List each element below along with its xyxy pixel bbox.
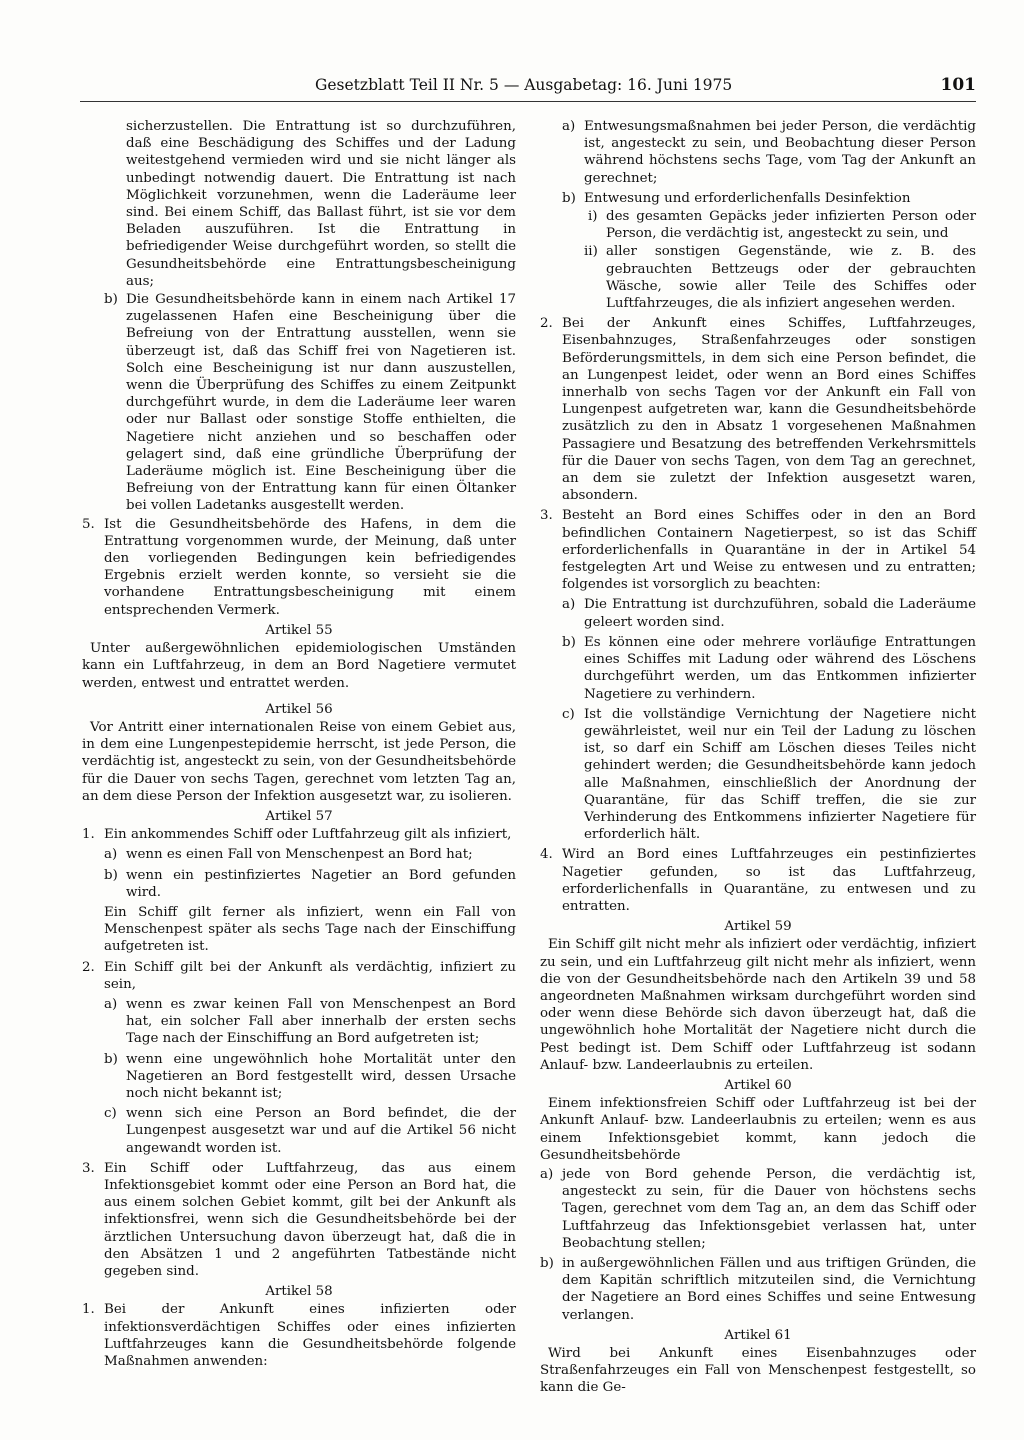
article-heading-58: Artikel 58 [265, 1284, 333, 1300]
list-item-text: Es können eine oder mehrere vorläufige Entrattungen eines Schiffes mit Ladung oder während des Löschens durchgeführt werden, um das Entkommen infizierter Nagetiere zu verhindern. [584, 634, 976, 702]
list-item-57-2b [82, 1051, 516, 1103]
list-item-text: wenn es zwar keinen Fall von Menschenpest an Bord hat, ein solcher Fall aber innerhalb der ersten sechs Tage nach der Einschiffung an Bord aufgetreten ist; [126, 996, 516, 1047]
list-item-5 [82, 516, 516, 619]
list-item-text: des gesamten Gepäcks jeder infizierten Person oder Person, die verdächtig ist, angesteckt zu sein, und [606, 209, 976, 242]
list-marker: b) [562, 190, 576, 206]
list-marker: c) [104, 1106, 117, 1122]
list-item-58-1b-ii [540, 243, 976, 312]
article-61-text: Wird bei Ankunft eines Eisenbahnzuges oder Straßenfahrzeuges ein Fall von Menschenpest festgestellt, so kann die Ge- [540, 1346, 976, 1396]
list-item-text: Ein Schiff gilt bei der Ankunft als verdächtig, infiziert zu sein, [104, 959, 516, 992]
list-item-text: Ist die Gesundheitsbehörde des Hafens, in dem die Entrattung vorgenommen wurde, der Meinung, daß unter den vorliegenden Bedingungen kein befriedigendes Ergebnis erzielt werden konnte, so versieht sie die vorhandene Entrattungsbescheinigung mit einem entsprechenden Vermerk. [104, 516, 516, 618]
list-item-text: wenn ein pestinfiziertes Nagetier an Bord gefunden wird. [126, 867, 516, 900]
list-item-58-3c [540, 706, 976, 844]
list-marker: a) [540, 1166, 554, 1182]
list-item-text: Entwesung und erforderlichenfalls Desinfektion [584, 190, 911, 206]
list-item-text: Ein ankommendes Schiff oder Luftfahrzeug gilt als infiziert, [104, 827, 512, 843]
list-item-58-1b-i [540, 208, 976, 242]
page-number: 101 [940, 75, 976, 95]
list-marker: 3. [82, 1160, 95, 1176]
list-item-60-b [540, 1255, 976, 1324]
list-item-57-2a [82, 996, 516, 1048]
list-item-58-1 [82, 1301, 516, 1370]
list-item-57-1b [82, 867, 516, 901]
article-59-text: Ein Schiff gilt nicht mehr als infiziert oder verdächtig, infiziert zu sein, und ein Luftfahrzeug gilt nicht mehr als infiziert, wenn die von der Gesundheitsbehörde nach den Artikeln 39 und 58 angeordneten Maßnahmen wirksam durchgeführt worden sind oder wenn diese Behörde sich davon überzeugt hat, daß die ungewöhnlich hohe Mortalität der Nagetiere nicht durch die Pest bedingt ist. Dem Schiff oder Luftfahrzeug ist sodann Anlauf- bzw. Landeerlaubnis zu erteilen. [540, 937, 976, 1073]
list-marker: c) [562, 706, 575, 722]
list-marker: a) [104, 847, 118, 863]
right-column [540, 118, 976, 1397]
article-55-text: Unter außergewöhnlichen epidemiologischen Umständen kann ein Luftfahrzeug, in dem an Bord Nagetiere vermutet werden, entwest und entrattet werden. [82, 641, 516, 691]
list-item-57-2c [82, 1105, 516, 1157]
list-marker: 2. [82, 959, 95, 975]
list-item-text: Die Entrattung ist durchzuführen, sobald die Laderäume geleert worden sind. [584, 597, 976, 630]
list-marker: ii) [584, 244, 598, 260]
list-marker: a) [562, 119, 576, 134]
list-marker: 4. [540, 847, 553, 863]
list-item-58-3 [540, 507, 976, 593]
list-item-text: Besteht an Bord eines Schiffes oder in den an Bord befindlichen Containern Nagetierpest, so ist das Schiff erforderlichenfalls in Quarantäne in der in Artikel 54 festgelegten Art und Weise zu entwesen und zu entratten; folgendes ist vorsorglich zu beachten: [562, 508, 976, 593]
list-item-58-3b [540, 634, 976, 703]
list-item-text: Entwesungsmaßnahmen bei jeder Person, die verdächtig ist, angesteckt zu sein, und Beobachtung dieser Person während höchstens sechs Tage, vom Tag der Ankunft an gerechnet; [584, 119, 976, 186]
article-heading-55: Artikel 55 [265, 622, 333, 638]
list-marker: 3. [540, 508, 553, 524]
article-heading-57: Artikel 57 [265, 808, 333, 824]
article-56-text: Vor Antritt einer internationalen Reise von einem Gebiet aus, in dem eine Lungenpestepidemie herrscht, ist jede Person, die verdächtig ist, angesteckt zu sein, von der Gesundheitsbehörde für die Dauer von sechs Tagen, gerechnet vom letzten Tag an, an dem diese Person der Infektion ausgesetzt war, zu isolieren. [82, 719, 516, 804]
list-item-text: Die Gesundheitsbehörde kann in einem nach Artikel 17 zugelassenen Hafen eine Bescheinigung über die Befreiung von der Entrattung ausstellen, wenn sie überzeugt ist, daß das Schiff frei von Nagetieren ist. Solch eine Bescheinigung ist nur dann auszustellen, wenn die Überprüfung des Schiffes zu einem Zeitpunkt durchgeführt wurde, in dem die Laderäume leer waren oder nur Ballast oder sonstige Stoffe enthielten, die Nagetiere nicht anziehen und so beschaffen oder gelagert sind, daß eine gründliche Überprüfung der Laderäume möglich ist. Eine Bescheinigung über die Befreiung von der Entrattung kann für einen Öltanker bei vollen Ladetanks ausgestellt werden. [126, 292, 516, 514]
list-item-text: Ein Schiff oder Luftfahrzeug, das aus einem Infektionsgebiet kommt oder eine Person an Bord hat, die aus einem solchen Gebiet kommt, gilt bei der Ankunft als infektionsfrei, wenn sich die Gesundheitsbehörde bei der ärztlichen Untersuchung davon überzeugt hat, daß die in den Absätzen 1 und 2 angeführten Tatbestände nicht gegeben sind. [104, 1160, 516, 1279]
list-marker: 1. [82, 827, 95, 843]
header-title: Gesetzblatt Teil II Nr. 5 — Ausgabetag: 16. Juni 1975 [315, 76, 733, 94]
list-marker: b) [104, 867, 118, 883]
left-column [82, 118, 516, 1371]
article-heading-61: Artikel 61 [724, 1327, 792, 1343]
list-item-58-3a [540, 596, 976, 630]
header-rule [80, 101, 976, 102]
list-marker: b) [104, 292, 118, 308]
list-item-58-1b [540, 190, 976, 207]
article-57-1-continuation: Ein Schiff gilt ferner als infiziert, wenn ein Fall von Menschenpest später als sechs Tage nach der Einschiffung aufgetreten ist. [104, 904, 516, 955]
list-marker: b) [104, 1051, 118, 1067]
list-marker: i) [588, 209, 598, 225]
list-marker: 1. [82, 1302, 95, 1318]
running-header [80, 76, 976, 100]
list-item-text: wenn es einen Fall von Menschenpest an Bord hat; [126, 847, 473, 863]
list-item-text: wenn sich eine Person an Bord befindet, die der Lungenpest ausgesetzt war und auf die Artikel 56 nicht angewandt worden ist. [126, 1106, 516, 1156]
list-item-58-2 [540, 315, 976, 504]
list-marker: a) [104, 996, 118, 1012]
list-item-57-3 [82, 1160, 516, 1280]
article-60-text: Einem infektionsfreien Schiff oder Luftfahrzeug ist bei der Ankunft Anlauf- bzw. Landeerlaubnis zu erteilen; wenn es aus einem Infektionsgebiet kommt, kann jedoch die Gesundheitsbehörde [540, 1096, 976, 1163]
list-item-b [82, 291, 516, 515]
list-item-text: Bei der Ankunft eines infizierten oder infektionsverdächtigen Schiffes oder eines infizierten Luftfahrzeuges kann die Gesundheitsbehörde folgende Maßnahmen anwenden: [104, 1302, 516, 1370]
list-item-text: wenn eine ungewöhnlich hohe Mortalität unter den Nagetieren an Bord festgestellt wird, dessen Ursache noch nicht bekannt ist; [126, 1051, 516, 1101]
list-item-57-2 [82, 959, 516, 993]
list-item-text: Bei der Ankunft eines Schiffes, Luftfahrzeuges, Eisenbahnzuges, Straßenfahrzeuges oder sonstigen Beförderungsmittels, in dem sich eine Person befindet, die an Lungenpest leidet, oder wenn an Bord eines Schiffes innerhalb von sechs Tagen vor der Ankunft ein Fall von Lungenpest aufgetreten war, kann die Gesundheitsbehörde zusätzlich zu den in Absatz 1 vorgesehenen Maßnahmen Passagiere und Besatzung des betreffenden Verkehrsmittels für die Dauer von sechs Tagen, von dem Tag an gerechnet, an dem sie zuletzt der Infektion ausgesetzt waren, absondern. [562, 316, 976, 504]
article-heading-59: Artikel 59 [724, 919, 792, 935]
list-item-57-1a [82, 846, 516, 863]
paragraph-continuation: sicherzustellen. Die Entrattung ist so durchzuführen, daß eine Beschädigung des Schiffes und der Ladung weitestgehend vermieden wird und sie nicht länger als unbedingt notwendig dauert. Die Entrattung ist nach Möglichkeit vorzunehmen, wenn die Laderäume leer sind. Bei einem Schiff, das Ballast führt, ist sie vor dem Beladen auszuführen. Ist die Entrattung in befriedigender Weise durchgeführt worden, so stellt die Gesundheitsbehörde eine Entrattungsbescheinigung aus; [126, 119, 516, 289]
list-marker: 2. [540, 316, 553, 332]
list-item-60-a [540, 1166, 976, 1252]
list-item-57-1 [82, 826, 516, 843]
list-item-text: in außergewöhnlichen Fällen und aus triftigen Gründen, die dem Kapitän schriftlich mitzuteilen sind, die Vernichtung der Nagetiere an Bord eines Schiffes und seine Entwesung verlangen. [562, 1256, 976, 1323]
list-item-text: jede von Bord gehende Person, die verdächtig ist, angesteckt zu sein, für die Dauer von höchstens sechs Tagen, gerechnet vom dem Tag an, an dem das Schiff oder Luftfahrzeug das Infektionsgebiet verlassen hat, unter Beobachtung stellen; [562, 1166, 976, 1251]
list-item-58-1a [540, 118, 976, 187]
list-item-58-4 [540, 846, 976, 915]
list-marker: b) [540, 1256, 554, 1271]
list-marker: b) [562, 634, 576, 650]
article-heading-56: Artikel 56 [265, 701, 333, 717]
list-item-text: Ist die vollständige Vernichtung der Nagetiere nicht gewährleistet, weil nur ein Teil der Ladung zu löschen ist, so darf ein Schiff am Löschen dieses Teiles nicht gehindert werden; die Gesundheitsbehörde kann jedoch alle Maßnahmen, einschließlich der Anordnung der Quarantäne, für das Schiff treffen, die sie zur Verhinderung des Entkommens infizierter Nagetiere für erforderlich hält. [584, 706, 976, 843]
list-marker: a) [562, 597, 576, 613]
list-item-text: Wird an Bord eines Luftfahrzeuges ein pestinfiziertes Nagetier gefunden, so ist das Luftfahrzeug, erforderlichenfalls in Quarantäne, zu entwesen und zu entratten. [562, 847, 976, 914]
article-heading-60: Artikel 60 [724, 1077, 792, 1093]
list-item-text: aller sonstigen Gegenstände, wie z. B. des gebrauchten Bettzeugs oder der gebrauchten Wäsche, sowie aller Teile des Schiffes oder Luftfahrzeuges, die als infiziert angesehen werden. [606, 244, 976, 312]
list-marker: 5. [82, 516, 95, 532]
